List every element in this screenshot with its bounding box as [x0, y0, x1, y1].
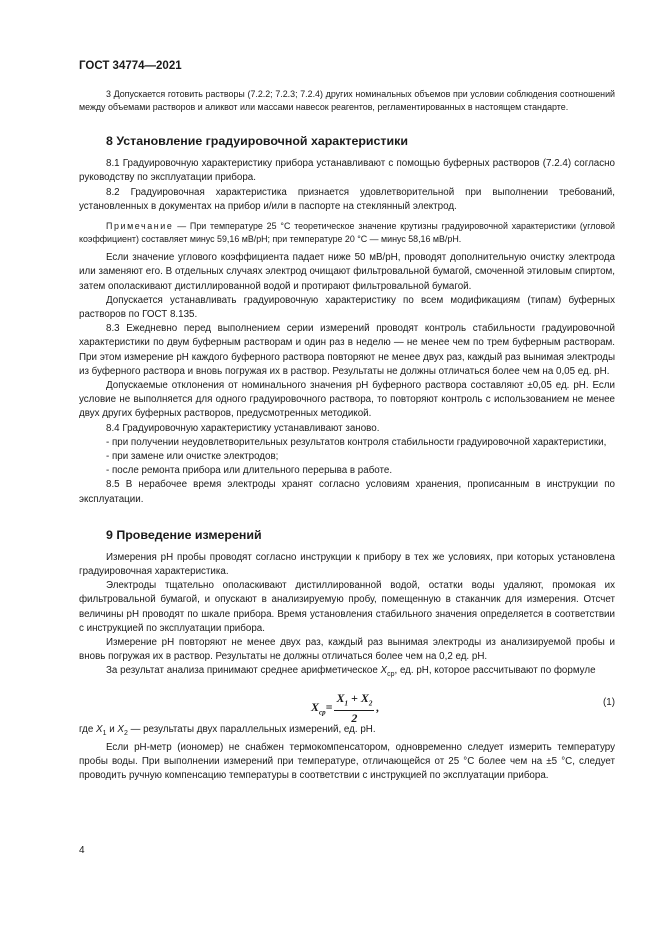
para-9-1: Измерения рН пробы проводят согласно инструкции к прибору в тех же условиях, при которых установлена градуировочная характеристика.	[79, 551, 615, 578]
para-9-5: Если рН-метр (иономер) не снабжен термокомпенсатором, одновременно следует измерить температуру пробы воды. При выполнении измерений при температуре, отличающейся от 25 °С более чем на ±5 °С, следует проводить ручную компенсацию температуры в соответствии с инструкцией по эксплуатации прибора.	[79, 741, 615, 782]
formula	[311, 691, 379, 725]
para-8-2: 8.2 Градуировочная характеристика признается удовлетворительной при выполнении требований, установленных в документах на прибор и/или в паспорте на стеклянный электрод.	[79, 186, 615, 212]
para-deviation: Допускаемые отклонения от номинального значения рН буферного раствора составляют ±0,05 ед. рН. Если условие не выполняется для одного градуировочного раствора, то повторяют контроль с использованием не менее двух других буферных растворов, предусмотренных методикой.	[79, 380, 615, 420]
formula-row	[79, 687, 615, 726]
para-9-3: Измерение рН повторяют не менее двух раз, каждый раз вынимая электроды из анализируемой пробы и вновь погружая их в раствор. Результаты не должны отличаться более чем на 0,2 ед. рН.	[79, 637, 615, 663]
formula-trail: ,	[376, 700, 380, 715]
text-run: За результат анализа принимают среднее арифметическое	[106, 665, 381, 677]
para-9-2: Электроды тщательно ополаскивают дистиллированной водой, остатки воды удаляют, промокая их фильтровальной бумагой, и опускают в анализируемую пробу, помещенную в стаканчик для измерения. Отсчет величины рН проводят по шкале прибора. Время установления стабильного значения определяется в соответствии с инструкцией по эксплуатации прибора.	[79, 580, 615, 634]
note-8-2	[79, 220, 615, 245]
standard-header: ГОСТ 34774—2021	[79, 60, 182, 72]
para-9-4	[79, 664, 615, 682]
para-8-3: 8.3 Ежедневно перед выполнением серии измерений проводят контроль стабильности градуировочной характеристики по двум буферным растворам и один раз в неделю — не менее чем по трем буферным растворам. При этом измерение рН каждого буферного раствора повторяют не менее двух раз, каждый раз вынимая электроды из буферного раствора и вновь погружая их в раствор. Результаты не должны отличаться более чем на 0,05 ед. рН.	[79, 323, 615, 377]
text-run: , ед. рН, которое рассчитывают по формуле	[394, 665, 596, 677]
formula-denominator: 2	[351, 711, 358, 726]
list-item: - при получении неудовлетворительных результатов контроля стабильности градуировочной характеристики,	[106, 436, 607, 448]
note-3: 3 Допускается готовить растворы (7.2.2; 7.2.3; 7.2.4) других номинальных объемов при условии соблюдения соотношений между объемами растворов и аликвот или массами навесок реагентов, регламентированных в настоящем стандарте.	[79, 89, 615, 112]
note-label: Примечание	[106, 221, 174, 231]
list-item: - при замене или очистке электродов;	[106, 451, 279, 463]
para-8-5: 8.5 В нерабочее время электроды хранят согласно условиям хранения, прописанным в инструкции по эксплуатации.	[79, 479, 615, 505]
formula-equals: =	[325, 700, 333, 715]
formula-numerator: $X_1 + X_2$	[334, 691, 374, 711]
formula-lhs: $X_{ср}$	[311, 699, 326, 717]
var-x: X	[380, 665, 388, 677]
note-text: — При температуре 25 °С теоретическое значение крутизны градуировочной характеристики (угловой коэффициент) составляет минус 59,16 мВ/рН; при температуре 20 °С — минус 58,16 мВ/рН.	[79, 221, 615, 244]
page-number: 4	[79, 845, 85, 856]
page-content	[79, 88, 615, 783]
list-item: - после ремонта прибора или длительного перерыва в работе.	[106, 465, 393, 477]
para-8-1: 8.1 Градуировочную характеристику прибора устанавливают с помощью буферных растворов (7.2.4) согласно руководству по эксплуатации прибора.	[79, 158, 615, 184]
para-slope: Если значение углового коэффициента падает ниже 50 мВ/рН, проводят дополнительную очистку электрода или заменяют его. В отдельных случаях электрод очищают фильтровальной бумагой, смоченной этиловым спиртом, затем ополаскивают дистиллированной водой и протирают фильтровальной бумагой.	[79, 252, 615, 292]
formula-fraction	[334, 691, 374, 725]
section-9-heading: 9 Проведение измерений	[106, 527, 262, 542]
para-allow: Допускается устанавливать градуировочную характеристику по всем модификациям (типам) буферных растворов по ГОСТ 8.135.	[79, 294, 615, 320]
var-subscript: ср	[387, 671, 395, 679]
where-clause: где $X_1$ и $X_2$ — результаты двух параллельных измерений, ед. рН.	[79, 723, 376, 737]
section-8-heading: 8 Установление градуировочной характеристики	[106, 134, 408, 149]
equation-number: (1)	[603, 696, 615, 708]
para-8-4: 8.4 Градуировочную характеристику устанавливают заново.	[106, 422, 380, 434]
